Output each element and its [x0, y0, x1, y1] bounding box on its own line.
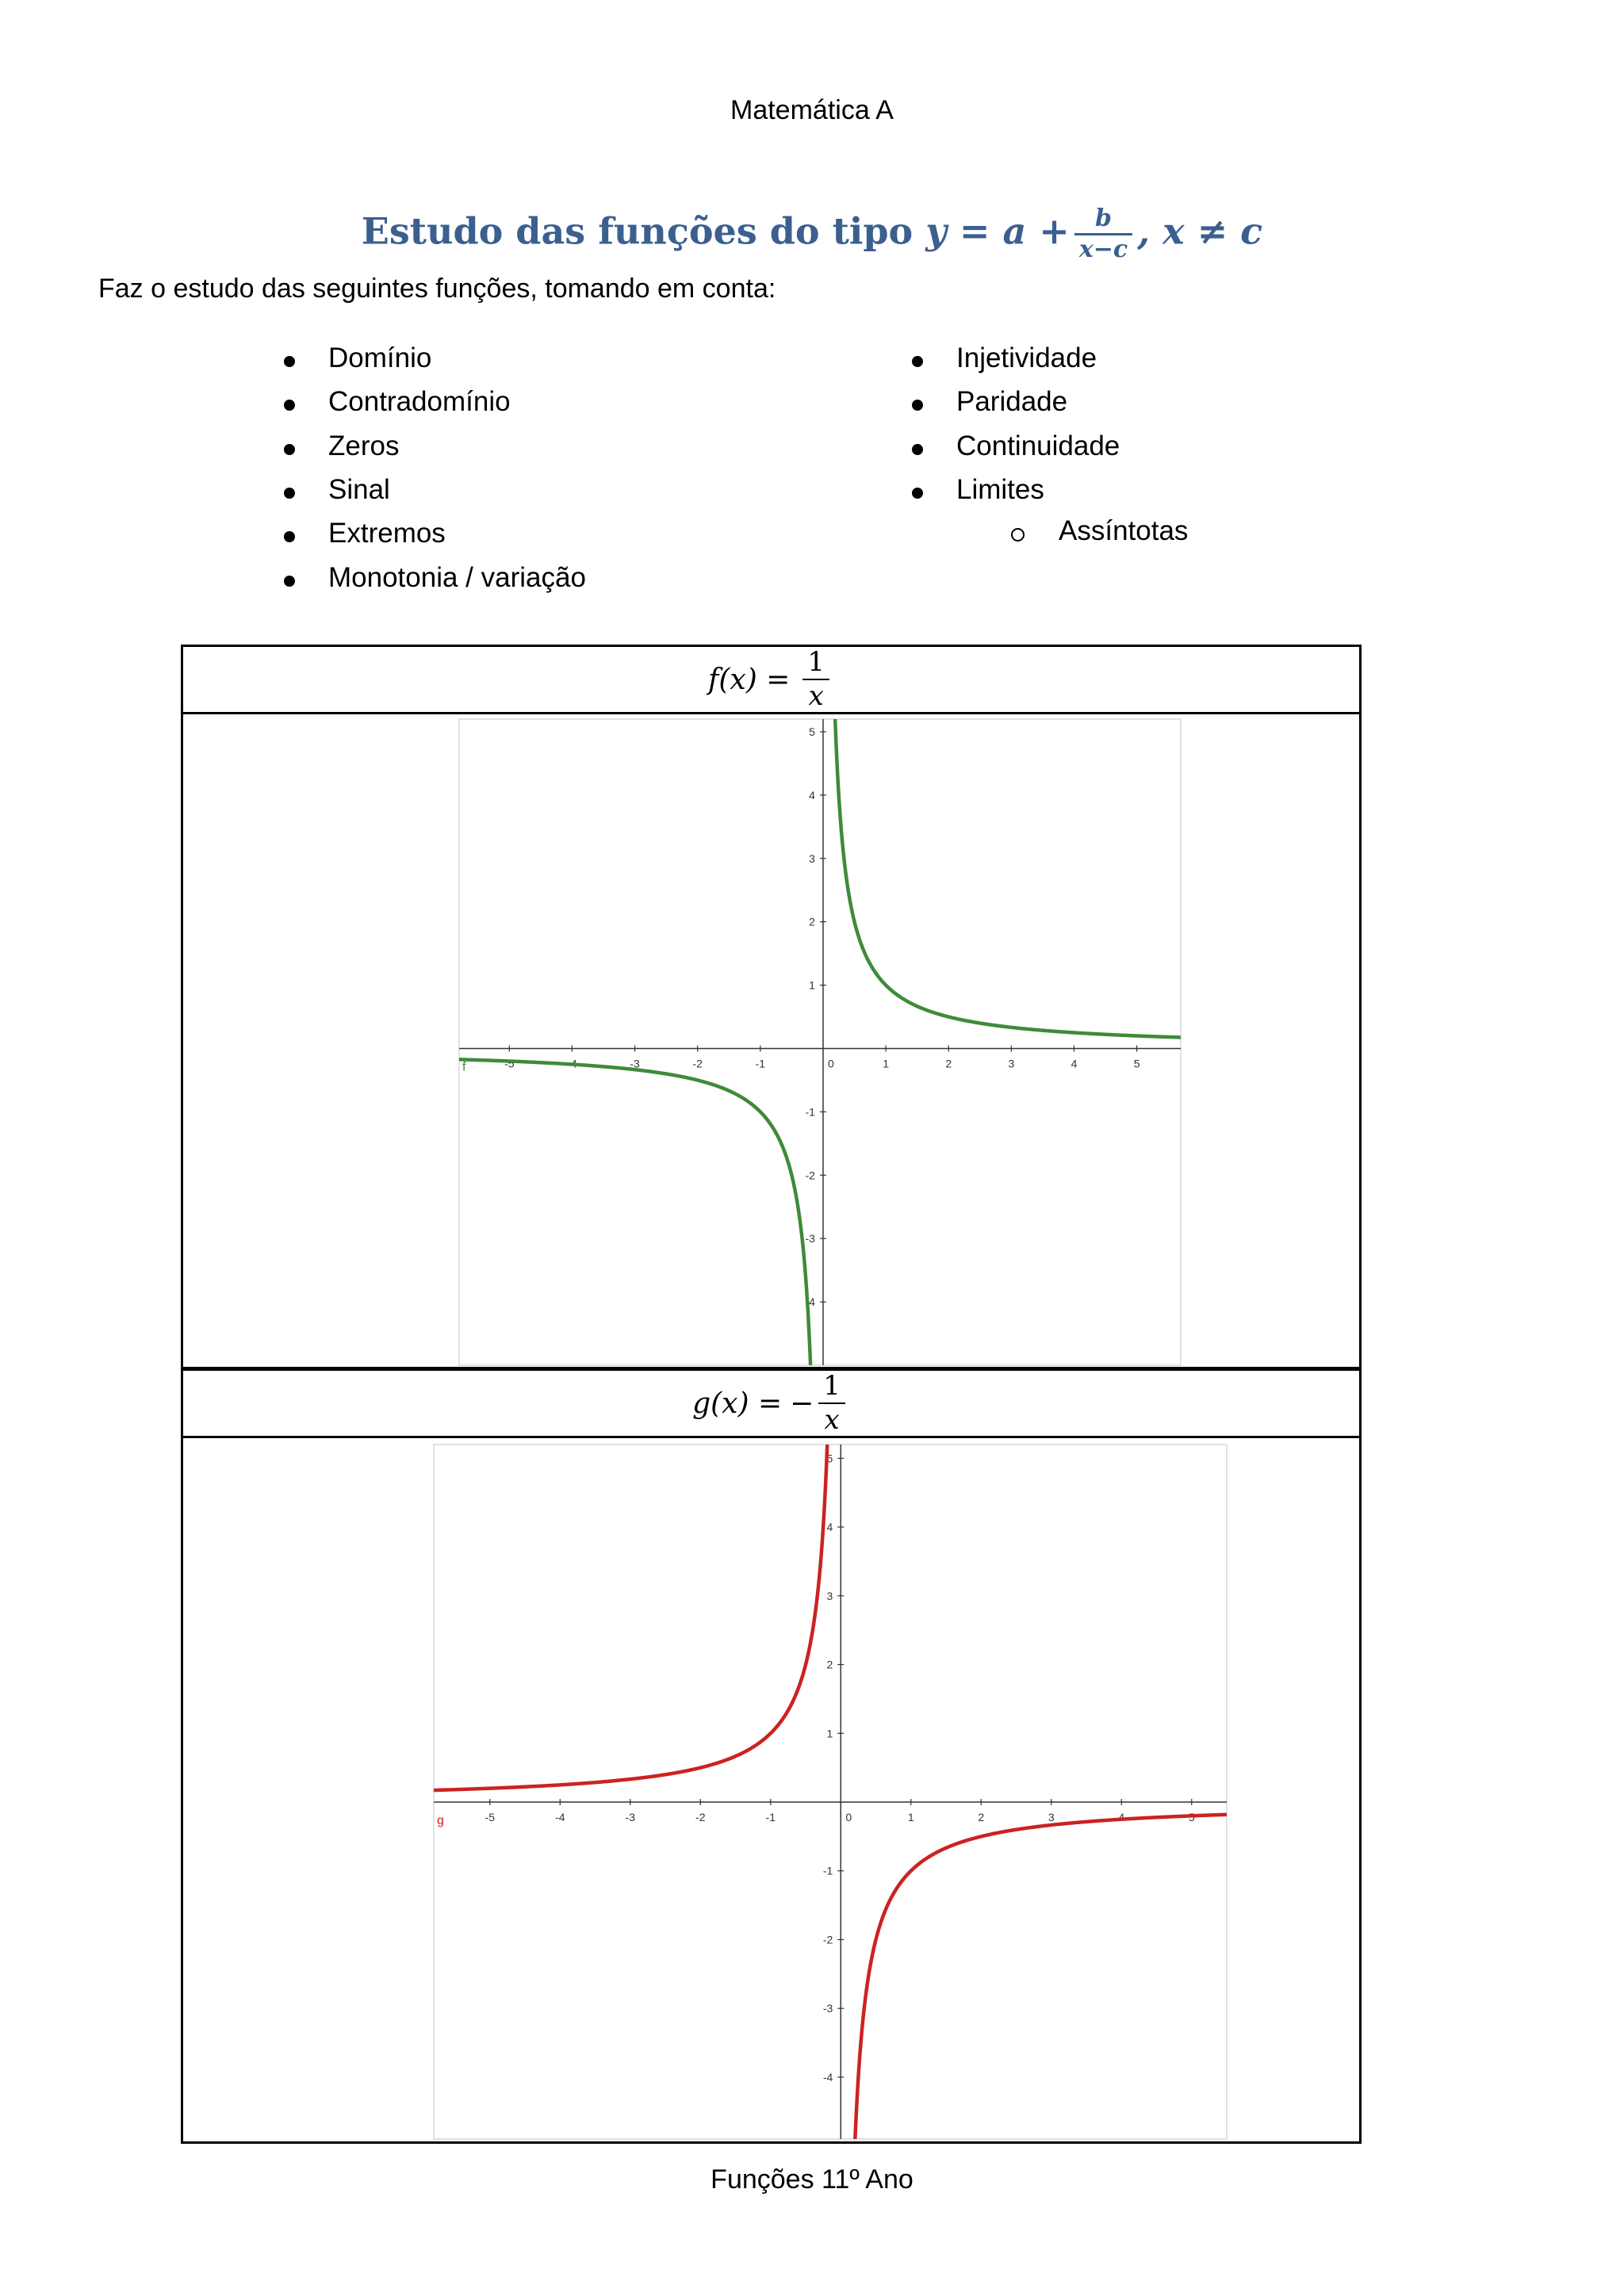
x-tick-label: -3	[625, 1811, 636, 1824]
bullet-icon	[284, 400, 295, 411]
x-tick-label: -4	[555, 1811, 565, 1824]
y-tick-label: -3	[805, 1232, 815, 1246]
formula-fraction: $\frac{1}{x}$	[802, 646, 829, 713]
x-tick-label: 2	[945, 1057, 952, 1070]
formula-g	[181, 1368, 1362, 1438]
title-frac-num: b	[1074, 205, 1132, 235]
title-lhs: y = a +	[925, 209, 1070, 253]
title-rhs: , x ≠ c	[1137, 209, 1263, 253]
plot-area	[459, 719, 1181, 1365]
bullet-icon	[284, 356, 295, 367]
formula-sign: −	[790, 1387, 814, 1420]
formula-f	[181, 645, 1362, 714]
series-label: f	[462, 1060, 466, 1074]
x-tick-label: 5	[1133, 1057, 1140, 1070]
y-tick-label: -2	[822, 1933, 833, 1946]
y-tick-label: -1	[805, 1105, 815, 1119]
x-tick-label: 0	[845, 1811, 852, 1824]
title-text: Estudo das funções do tipo	[361, 209, 926, 253]
bullet-icon	[912, 444, 923, 455]
curve-left-branch	[459, 1059, 814, 1367]
bullet-icon	[284, 531, 295, 542]
y-tick-label: 5	[826, 1452, 833, 1465]
y-tick-label: -1	[822, 1864, 833, 1877]
page-header: Matemática A	[730, 95, 894, 125]
x-tick-label: -2	[692, 1057, 703, 1070]
plot-area	[434, 1445, 1227, 2139]
x-tick-label: -1	[755, 1057, 766, 1070]
bullet-icon	[912, 400, 923, 411]
x-tick-label: -3	[630, 1057, 640, 1070]
bullet-icon	[284, 488, 295, 499]
x-tick-label: 3	[1008, 1057, 1015, 1070]
x-tick-label: -2	[695, 1811, 706, 1824]
formula-lhs: g(x) =	[692, 1387, 783, 1420]
page-footer: Funções 11º Ano	[710, 2164, 914, 2195]
y-tick-label: 5	[809, 725, 815, 738]
y-tick-label: -4	[805, 1295, 815, 1309]
circle-bullet-icon	[1011, 528, 1025, 541]
title-frac-den: x−c	[1078, 235, 1128, 263]
x-tick-label: -5	[504, 1057, 515, 1070]
curve-right-branch	[852, 1815, 1227, 2141]
x-tick-label: -1	[765, 1811, 776, 1824]
plot-cell-g	[181, 1438, 1362, 2144]
y-tick-label: 2	[826, 1658, 833, 1671]
x-tick-label: 1	[907, 1811, 914, 1824]
graph-f	[183, 714, 1359, 1367]
curve-right-branch	[833, 714, 1181, 1037]
y-tick-label: 4	[809, 788, 815, 802]
bullet-icon	[912, 356, 923, 367]
bullet-icon	[284, 444, 295, 455]
x-tick-label: 3	[1048, 1811, 1055, 1824]
x-tick-label: -4	[567, 1057, 577, 1070]
y-tick-label: 1	[809, 978, 815, 992]
y-tick-label: 2	[809, 915, 815, 928]
plot-cell-f	[181, 714, 1362, 1369]
y-tick-label: 3	[809, 851, 815, 865]
x-tick-label: 2	[978, 1811, 985, 1824]
y-tick-label: 4	[826, 1521, 833, 1534]
intro-text: Faz o estudo das seguintes funções, tomando em conta:	[98, 274, 776, 304]
series-label: g	[437, 1814, 444, 1828]
y-tick-label: -3	[822, 2002, 833, 2015]
x-tick-label: -5	[485, 1811, 496, 1824]
x-tick-label: 5	[1188, 1811, 1195, 1824]
graph-g	[183, 1438, 1359, 2141]
x-tick-label: 4	[1071, 1057, 1078, 1070]
y-tick-label: 3	[826, 1589, 833, 1602]
bullet-icon	[912, 488, 923, 499]
x-tick-label: 4	[1118, 1811, 1125, 1824]
formula-fraction: $\frac{1}{x}$	[818, 1370, 845, 1437]
y-tick-label: 1	[826, 1727, 833, 1740]
formula-lhs: f(x) =	[708, 663, 791, 696]
bullet-icon	[284, 576, 295, 587]
title-fraction	[1074, 205, 1132, 264]
y-tick-label: -4	[822, 2070, 833, 2084]
y-tick-label: -2	[805, 1169, 815, 1182]
page-title	[0, 205, 1624, 264]
x-tick-label: 0	[828, 1057, 834, 1070]
x-tick-label: 1	[883, 1057, 889, 1070]
curve-left-branch	[434, 1438, 830, 1790]
